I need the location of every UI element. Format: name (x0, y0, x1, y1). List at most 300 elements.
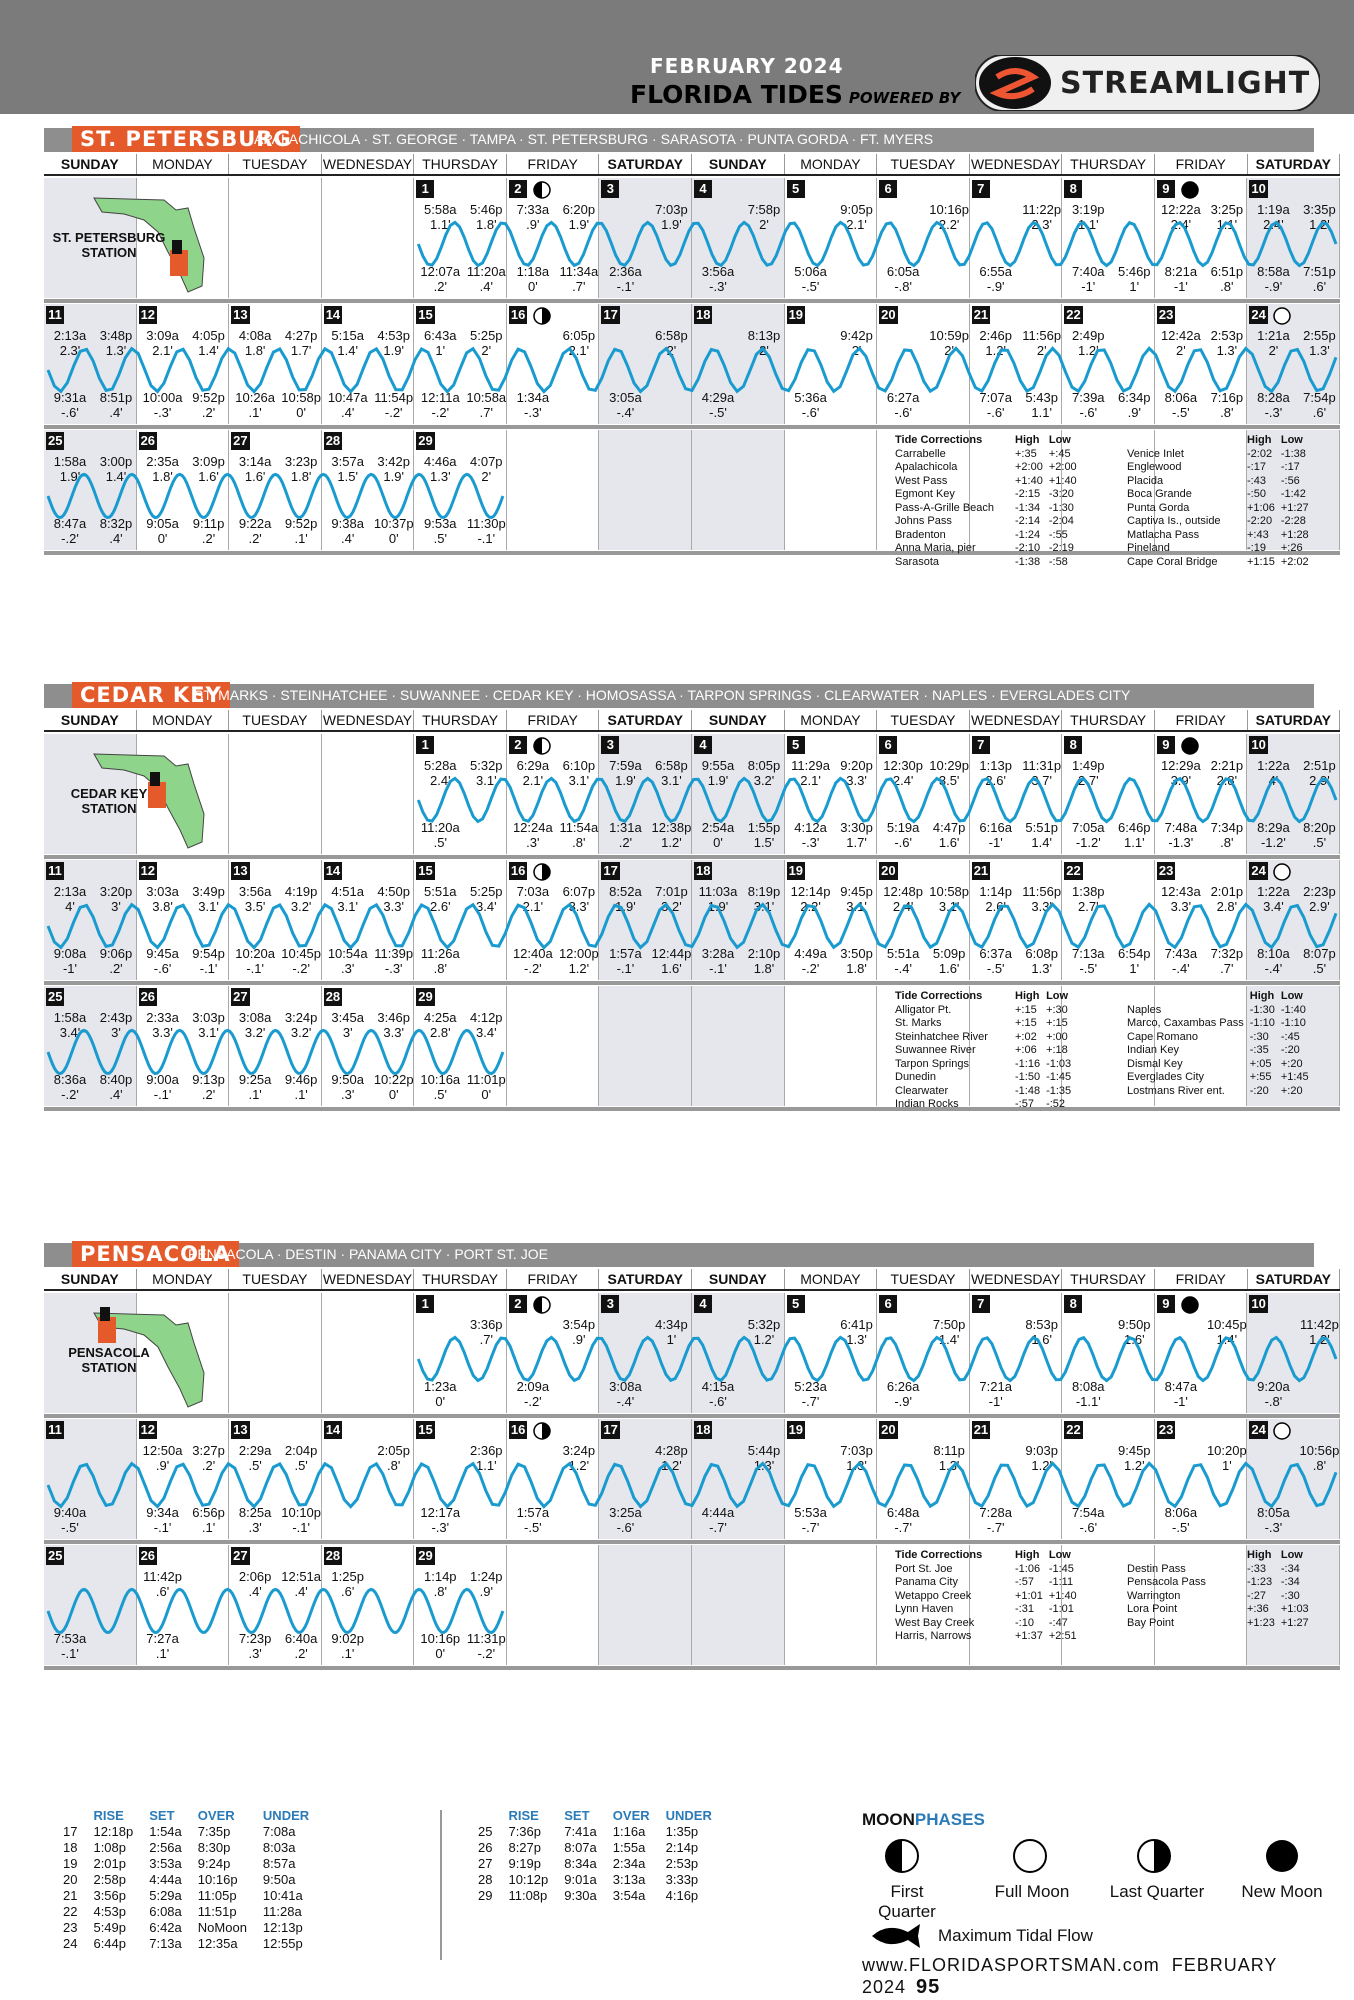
tide-wave (44, 860, 1340, 980)
high-tide: 11:22p 2.3' (1022, 202, 1062, 232)
high-tide: 4:46a 1.3' (424, 454, 457, 484)
high-tide: 2:13a 4' (53, 884, 87, 914)
corrections-header (1124, 990, 1247, 1004)
high-tide: 12:22a 2.4' (1160, 202, 1201, 232)
week-row (44, 178, 1340, 298)
section-name: ST. PETERSBURG (72, 126, 300, 152)
high-tide: 5:32p 3.1' (470, 758, 503, 788)
corrections-cell: +2:51 (1048, 1630, 1077, 1642)
low-tide: 12:40a -.2' (512, 946, 553, 976)
low-tide: 2:54a 0' (701, 820, 735, 850)
low-tide: 9:53a .5' (424, 516, 457, 546)
corrections-cell: Cape Coral Bridge (1127, 555, 1218, 568)
high-tide: 1:38p 2.7' (1072, 884, 1105, 914)
low-tide: 7:27a .1' (146, 1631, 179, 1661)
corrections-cell: Lostmans River ent. (1127, 1084, 1225, 1097)
new-moon-label: New Moon (1241, 1882, 1323, 1901)
low-tide: 1:34a -.3' (516, 390, 550, 420)
moon-table-cell: 2:58p (93, 1872, 127, 1887)
low-tide: 10:00a -.3' (142, 390, 183, 420)
low-tide: 7:21a -1' (979, 1379, 1012, 1409)
low-tide: 5:53a -.7' (794, 1505, 827, 1535)
corrections-cell: +:06 (1015, 1044, 1037, 1056)
tide-curve (418, 222, 1336, 265)
high-tide: 12:29a 3.9' (1160, 758, 1201, 788)
high-tide: 9:50p 1.6' (1118, 1317, 1151, 1347)
corrections-cell: -1:38 (1015, 555, 1041, 568)
tide-wave (44, 734, 1340, 854)
day-number: 11 (46, 306, 64, 324)
high-tide: 9:42p 2' (840, 328, 873, 358)
moon-table-cell: 12:18p (93, 1824, 134, 1839)
section-places: APALACHICOLA · ST. GEORGE · TAMPA · ST. PETERSBURG · SARASOTA · PUNTA GORDA · FT. MYERS (254, 131, 934, 147)
corrections-cell: Suwannee River (895, 1044, 976, 1056)
high-tide: 2:33a 3.3' (146, 1010, 179, 1040)
low-tide: 1:18a 0' (516, 264, 550, 294)
low-tide: 12:07a .2' (420, 264, 461, 294)
high-tide: 5:25p 2' (470, 328, 503, 358)
low-tide: 9:52p .1' (284, 516, 318, 546)
week-divider (44, 855, 1340, 859)
day-number: 5 (787, 1295, 805, 1313)
low-tide: 6:05a -.8' (886, 264, 920, 294)
moon-table-cell: 29 (478, 1888, 493, 1903)
section-cedar-key (44, 684, 1340, 1214)
powered-by: POWERED BY (848, 89, 961, 107)
day-header: TUESDAY (877, 154, 970, 174)
day-header: SUNDAY (692, 154, 785, 174)
moon-table-cell: 2:34a (612, 1856, 646, 1871)
corrections-header: Low (1046, 990, 1069, 1002)
corrections-header: Tide Corrections (895, 990, 983, 1002)
moon-table-cell: 3:33p (665, 1872, 699, 1887)
day-header: THURSDAY (414, 710, 507, 730)
corrections-cell: -1:10 (1249, 1017, 1275, 1029)
moon-table-cell: 8:27p (508, 1840, 542, 1855)
section-places: PENSACOLA · DESTIN · PANAMA CITY · PORT ST. JOE (188, 1246, 548, 1262)
low-tide: 7:13a -.5' (1072, 946, 1105, 976)
corrections-cell: -:57 (1015, 1098, 1034, 1110)
high-tide: 2:01p 2.8' (1210, 884, 1244, 914)
corrections-cell: -1:38 (1280, 447, 1306, 460)
corrections-cell: -:20 (1249, 1084, 1269, 1097)
day-number: 7 (972, 1295, 990, 1313)
high-tide: 5:46p 1.8' (470, 202, 503, 232)
moon-table-cell: 9:01a (564, 1872, 597, 1887)
last-quarter-icon (1134, 1836, 1174, 1876)
corrections-right (1124, 1549, 1312, 1630)
corrections-left (892, 1549, 1080, 1644)
moon-table-cell: 3:54a (612, 1888, 646, 1903)
corrections-cell: Harris, Narrows (895, 1630, 972, 1642)
moon-table-cell: 6:44p (93, 1936, 127, 1951)
low-tide: 1:55p 1.5' (747, 820, 781, 850)
day-number: 15 (418, 1422, 433, 1437)
day-number: 26 (140, 989, 156, 1004)
moon-divider (440, 1810, 442, 1960)
day-number: 3 (601, 1295, 619, 1313)
high-tide: 5:32p 1.2' (747, 1317, 781, 1347)
low-tide: 1:23a 0' (424, 1379, 457, 1409)
day-header: WEDNESDAY (322, 1269, 415, 1289)
high-tide: 7:50p 1.4' (932, 1317, 966, 1347)
high-tide: 4:34p 1' (655, 1317, 688, 1347)
day-header: SATURDAY (599, 710, 692, 730)
day-number: 9 (1157, 180, 1175, 198)
corrections-cell: -:30 (1249, 1030, 1269, 1043)
high-tide: 12:50a .9' (142, 1443, 183, 1473)
high-tide: 1:22a 3.4' (1257, 884, 1290, 914)
high-tide: 1:58a 1.9' (53, 454, 87, 484)
high-tide: 9:55a 1.9' (701, 758, 735, 788)
low-tide: 12:38p 1.2' (651, 820, 692, 850)
high-tide: 3:54p .9' (562, 1317, 596, 1347)
tide-wave (44, 1293, 1340, 1413)
moon-table-cell: 12:55p (262, 1936, 303, 1951)
high-tide: 7:33a .9' (516, 202, 550, 232)
high-tide: 6:07p 3.3' (562, 884, 596, 914)
high-tide: 3:00p 1.4' (99, 454, 133, 484)
first-quarter-label: First Quarter (878, 1882, 936, 1921)
day-number: 1 (416, 180, 434, 198)
week-divider (44, 1540, 1340, 1544)
week-divider (44, 1666, 1340, 1670)
low-tide: 4:29a -.5' (701, 390, 735, 420)
day-header: THURSDAY (414, 154, 507, 174)
high-tide: 1:24p .9' (470, 1569, 503, 1599)
moon-table-cell: 3:56p (93, 1888, 127, 1903)
corrections-cell: +:30 (1046, 1003, 1068, 1016)
corrections-cell: -:10 (1015, 1616, 1034, 1629)
day-number: 26 (140, 1548, 156, 1563)
corrections-cell: Pensacola Pass (1127, 1576, 1206, 1588)
corrections-cell: -:50 (1247, 488, 1266, 500)
tide-curve (418, 778, 1336, 821)
corrections-header: High (1015, 1549, 1040, 1561)
moon-times-left (55, 1808, 317, 1952)
moon-table-cell: 3:53a (149, 1856, 182, 1871)
high-tide: 8:13p 2' (747, 328, 781, 358)
low-tide: 6:51p .8' (1210, 264, 1244, 294)
corrections-cell: Englewood (1127, 461, 1182, 473)
high-tide: 3:48p 1.3' (99, 328, 133, 358)
low-tide: 8:10a -.4' (1257, 946, 1290, 976)
low-tide: 10:16p 0' (420, 1631, 461, 1661)
day-number: 27 (233, 1548, 248, 1563)
low-tide: 2:10p 1.8' (747, 946, 781, 976)
day-header: THURSDAY (1062, 154, 1155, 174)
high-tide: 6:20p 1.9' (562, 202, 596, 232)
corrections-cell: +:36 (1247, 1603, 1269, 1615)
day-header-row (44, 1269, 1340, 1291)
low-tide: 11:20a .4' (466, 264, 506, 294)
corrections-cell: Pineland (1127, 542, 1170, 554)
low-tide: 1:57a -.5' (516, 1505, 550, 1535)
day-number: 13 (233, 307, 248, 322)
day-number: 5 (787, 736, 805, 754)
corrections-cell: +1:40 (1048, 474, 1077, 487)
corrections-cell: -2:14 (1015, 515, 1041, 527)
high-tide: 4:12p 3.4' (470, 1010, 503, 1040)
corrections-cell: Port St. Joe (895, 1562, 953, 1575)
corrections-cell: -1:30 (1249, 1003, 1275, 1016)
high-tide: 3:36p .7' (470, 1317, 503, 1347)
low-tide: 1:57a -.1' (609, 946, 642, 976)
low-tide: 9:34a -.1' (146, 1505, 179, 1535)
corrections-cell: -1:24 (1015, 528, 1041, 541)
low-tide: 9:46p .1' (284, 1072, 318, 1102)
moon-table-header (470, 1808, 500, 1824)
corrections-right (1124, 434, 1312, 569)
day-number: 3 (601, 736, 619, 754)
moon-table-cell: 8:57a (262, 1856, 296, 1871)
corrections-cell: -2:28 (1280, 515, 1306, 527)
day-number: 28 (325, 989, 341, 1004)
low-tide: 7:40a -1' (1072, 264, 1105, 294)
low-tide: 8:47a -.2' (53, 516, 87, 546)
week-row (44, 734, 1340, 854)
low-tide: 7:51p .6' (1303, 264, 1336, 294)
header-title (630, 80, 960, 109)
day-number: 19 (788, 307, 804, 322)
day-number: 18 (696, 1422, 711, 1437)
high-tide: 2:04p .5' (284, 1443, 318, 1473)
tide-wave (44, 178, 1340, 298)
corrections-cell: -:52 (1046, 1098, 1066, 1110)
high-tide: 2:51p 2.9' (1303, 758, 1336, 788)
day-number: 8 (1064, 1295, 1082, 1313)
high-tide: 3:25p 1.1' (1210, 202, 1244, 232)
day-header: TUESDAY (877, 1269, 970, 1289)
high-tide: 5:51a 2.6' (424, 884, 457, 914)
day-number: 23 (1158, 1422, 1174, 1437)
high-tide: 11:56p 2' (1022, 328, 1062, 358)
day-number: 29 (418, 1548, 433, 1563)
tide-curve (48, 474, 503, 517)
low-tide: 6:48a -.7' (886, 1505, 920, 1535)
day-number: 6 (879, 736, 897, 754)
high-tide: 3:09a 2.1' (146, 328, 179, 358)
moon-table-cell: 7:35p (197, 1824, 231, 1839)
corrections-cell: +:15 (1046, 1017, 1068, 1029)
day-header: TUESDAY (877, 710, 970, 730)
corrections-cell: -:34 (1280, 1562, 1300, 1575)
day-header: MONDAY (137, 1269, 230, 1289)
corrections-header: Low (1280, 990, 1303, 1002)
high-tide: 6:10p 3.1' (562, 758, 596, 788)
high-tide: 6:41p 1.3' (840, 1317, 873, 1347)
moon-table-cell: NoMoon (197, 1920, 247, 1935)
high-tide: 4:25a 2.8' (424, 1010, 457, 1040)
day-header: SATURDAY (1248, 154, 1341, 174)
day-number: 25 (48, 433, 63, 448)
corrections-cell: -1:50 (1015, 1071, 1041, 1083)
high-tide: 4:28p 1.2' (655, 1443, 688, 1473)
week-row (44, 1293, 1340, 1413)
corrections-cell: -1:42 (1280, 488, 1306, 500)
high-tide: 9:45p 3.1' (840, 884, 873, 914)
low-tide: 2:09a -.2' (516, 1379, 550, 1409)
low-tide: 6:46p 1.1' (1118, 820, 1151, 850)
corrections-cell: -:20 (1280, 1044, 1300, 1056)
corrections-cell: Anna Maria, pier (895, 542, 976, 554)
high-tide: 7:03p 1.9' (655, 202, 688, 232)
moon-table-cell: 8:03a (262, 1840, 296, 1855)
low-tide: 8:20p .5' (1303, 820, 1336, 850)
corrections-cell: Captiva Is., outside (1127, 515, 1221, 527)
corrections-header: High (1247, 434, 1272, 446)
high-tide: 11:03a 1.9' (698, 884, 738, 914)
high-tide: 12:51a .4' (281, 1569, 322, 1599)
corrections-cell: Carrabelle (895, 447, 946, 460)
low-tide: 9:25a .1' (238, 1072, 272, 1102)
high-tide: 9:03p 1.2' (1025, 1443, 1058, 1473)
day-header: SUNDAY (44, 710, 137, 730)
moon-table-header: RISE (508, 1808, 539, 1823)
corrections-cell: -2:20 (1247, 515, 1273, 527)
day-number: 11 (46, 862, 64, 880)
day-number: 16 (510, 1422, 526, 1437)
day-number: 28 (325, 433, 341, 448)
moon-table-cell: 5:49p (93, 1920, 127, 1935)
moon-table-header: SET (564, 1808, 590, 1823)
moon-table-header: OVER (197, 1808, 235, 1823)
corrections-cell: Pass-A-Grille Beach (895, 501, 995, 514)
day-header: FRIDAY (507, 154, 600, 174)
day-header: TUESDAY (229, 710, 322, 730)
low-tide: 8:36a -.2' (53, 1072, 87, 1102)
corrections-cell: -:43 (1247, 474, 1266, 487)
low-tide: 9:08a -1' (53, 946, 87, 976)
corrections-cell: Tarpon Springs (895, 1057, 969, 1070)
day-number: 19 (788, 1422, 804, 1437)
moon-table-cell: 26 (478, 1840, 493, 1855)
corrections-cell: Sarasota (895, 555, 940, 568)
low-tide: 5:06a -.5' (794, 264, 827, 294)
low-tide: 10:37p 0' (373, 516, 414, 546)
corrections-cell: -:35 (1249, 1044, 1269, 1056)
day-number: 14 (325, 863, 341, 878)
page-footer (862, 1955, 1354, 1999)
day-header: MONDAY (785, 154, 878, 174)
corrections-header: Low (1280, 434, 1303, 446)
tide-curve (48, 1463, 1336, 1506)
corrections-cell: Panama City (895, 1576, 958, 1588)
low-tide: 7:28a -.7' (979, 1505, 1012, 1535)
corrections-cell: Alligator Pt. (895, 1003, 952, 1016)
corrections-cell: +1:23 (1247, 1616, 1275, 1629)
low-tide: 9:22a .2' (238, 516, 272, 546)
moon-table-cell: 11:28a (262, 1904, 302, 1919)
day-number: 23 (1158, 307, 1174, 322)
corrections-cell: -:17 (1280, 461, 1300, 473)
high-tide: 8:19p 3.1' (747, 884, 781, 914)
corrections-cell: -3:20 (1048, 488, 1074, 500)
high-tide: 1:58a 3.4' (53, 1010, 87, 1040)
high-tide: 5:25p 3.4' (470, 884, 503, 914)
high-tide: 5:15a 1.4' (331, 328, 364, 358)
corrections-cell: -:58 (1048, 555, 1068, 568)
low-tide: 8:29a -1.2' (1257, 820, 1290, 850)
high-tide: 3:03p 3.1' (192, 1010, 225, 1040)
week-row (44, 1419, 1340, 1539)
corrections-cell: +:43 (1247, 528, 1269, 541)
corrections-cell: Lynn Haven (895, 1603, 954, 1615)
corrections-cell: -1:40 (1280, 1003, 1306, 1016)
moon-table-cell: 12:13p (262, 1920, 303, 1935)
low-tide: 3:05a -.4' (609, 390, 642, 420)
moon-table-cell: 18 (63, 1840, 78, 1855)
high-tide: 11:29a 2.1' (791, 758, 830, 788)
low-tide: 7:54a -.6' (1072, 1505, 1105, 1535)
low-tide: 10:26a .1' (235, 390, 276, 420)
moon-table-cell: 10:41a (262, 1888, 303, 1903)
corrections-cell: -2:19 (1048, 542, 1074, 554)
day-number: 1 (416, 736, 434, 754)
corrections-cell: -:47 (1048, 1616, 1068, 1629)
low-tide: 9:05a 0' (146, 516, 179, 546)
day-header: FRIDAY (507, 1269, 600, 1289)
low-tide: 4:15a -.6' (701, 1379, 735, 1409)
day-number: 25 (48, 1548, 63, 1563)
day-number: 4 (694, 1295, 712, 1313)
low-tide: 7:23p .3' (238, 1631, 272, 1661)
corrections-cell: Johns Pass (895, 515, 952, 527)
day-number: 13 (233, 1422, 248, 1437)
low-tide: 8:58a -.9' (1257, 264, 1290, 294)
high-tide: 5:58a 1.1' (424, 202, 457, 232)
low-tide: 6:40a .2' (284, 1631, 318, 1661)
low-tide: 12:11a -.2' (420, 390, 460, 420)
corrections-cell: +1:40 (1015, 474, 1043, 487)
low-tide: 10:47a .4' (327, 390, 368, 420)
high-tide: 6:29a 2.1' (516, 758, 550, 788)
corrections-cell: -:33 (1247, 1562, 1266, 1575)
corrections-cell: +1:28 (1280, 528, 1309, 541)
high-tide: 9:05p 2.1' (840, 202, 873, 232)
moon-table-cell: 1:55a (612, 1840, 646, 1855)
day-number: 1 (416, 1295, 434, 1313)
low-tide: 7:54p .6' (1303, 390, 1336, 420)
corrections-cell: +:55 (1249, 1071, 1272, 1083)
high-tide: 7:59a 1.9' (609, 758, 642, 788)
corrections-cell: Bradenton (895, 528, 946, 541)
moon-table-cell: 10:12p (508, 1872, 549, 1887)
high-tide: 2:05p .8' (377, 1443, 410, 1473)
new-moon-icon (1262, 1836, 1302, 1876)
day-header: SUNDAY (44, 1269, 137, 1289)
day-number: 3 (601, 180, 619, 198)
corrections-cell: +:15 (1015, 1017, 1037, 1029)
low-tide: 7:53a -.1' (53, 1631, 87, 1661)
corrections-cell: Venice Inlet (1127, 447, 1184, 460)
low-tide: 10:58p 0' (281, 390, 322, 420)
moon-table-cell: 8:30p (197, 1840, 231, 1855)
low-tide: 6:55a -.9' (979, 264, 1012, 294)
tide-curve (48, 1589, 503, 1632)
corrections-cell: -:30 (1280, 1589, 1300, 1602)
day-header: MONDAY (785, 1269, 878, 1289)
corrections-header: Low (1048, 434, 1071, 446)
day-number: 16 (510, 307, 526, 322)
low-tide: 5:43p 1.1' (1025, 390, 1058, 420)
high-tide: 3:57a 1.5' (331, 454, 364, 484)
corrections-cell: -2:02 (1247, 447, 1273, 460)
day-number: 9 (1157, 1295, 1175, 1313)
day-header-row (44, 154, 1340, 176)
moon-table-cell: 2:01p (93, 1856, 127, 1871)
corrections-cell: Everglades City (1127, 1071, 1205, 1083)
